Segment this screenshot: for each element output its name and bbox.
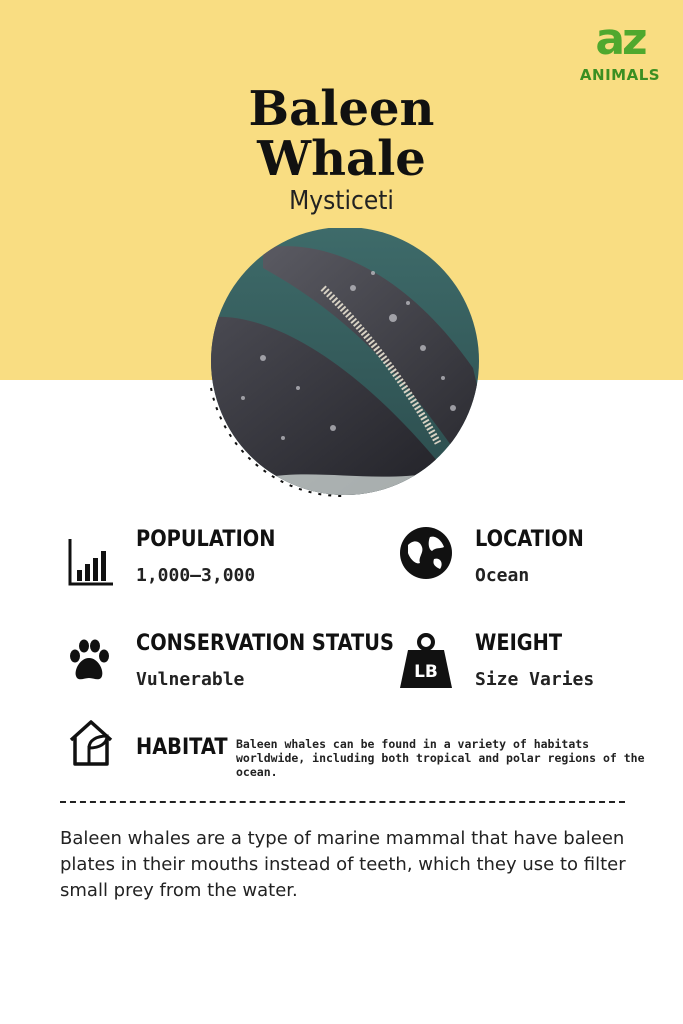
az-animals-logo[interactable] <box>578 14 662 88</box>
conservation-status-label: CONSERVATION STATUS <box>136 631 394 656</box>
logo-mark: az <box>595 14 645 65</box>
location-value: Ocean <box>475 565 530 586</box>
conservation-status-value: Vulnerable <box>136 669 245 690</box>
paw-icon <box>66 638 112 684</box>
habitat-label: HABITAT <box>136 735 228 760</box>
scientific-name: Mysticeti <box>289 186 394 216</box>
animal-title-line2: Whale <box>257 131 426 187</box>
house-plant-icon <box>67 718 123 768</box>
location-label: LOCATION <box>475 527 584 552</box>
animal-title-line1: Baleen <box>248 81 435 137</box>
whale-photo <box>203 228 487 512</box>
bar-chart-icon <box>67 537 115 587</box>
weight-value: Size Varies <box>475 669 595 690</box>
population-value: 1,000–3,000 <box>136 565 256 586</box>
logo-text: ANIMALS <box>579 66 661 84</box>
weight-label: WEIGHT <box>475 631 563 656</box>
section-divider <box>60 801 625 803</box>
globe-icon <box>398 525 454 581</box>
weight-icon <box>398 632 454 690</box>
animal-description: Baleen whales are a type of marine mammal that have baleen plates in their mouths instead of teeth, which they use to filter small prey from the water. <box>60 828 626 901</box>
svg-text:LB: LB <box>414 662 438 682</box>
habitat-text: Baleen whales can be found in a variety of habitats worldwide, including both tropical and polar regions of the ocean. <box>236 737 645 779</box>
population-label: POPULATION <box>136 527 276 552</box>
